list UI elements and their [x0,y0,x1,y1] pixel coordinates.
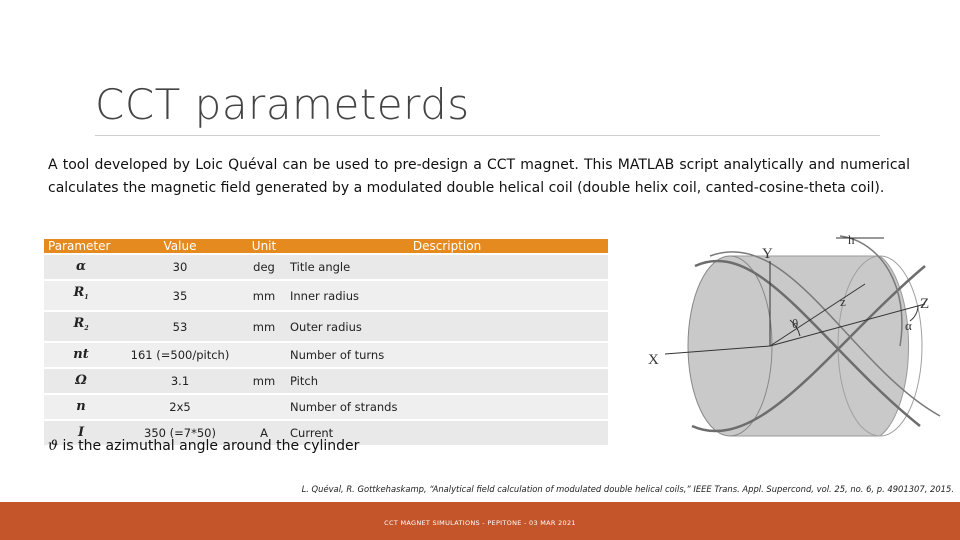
theta-symbol: ϑ [48,438,59,454]
header-value: Value [118,239,242,253]
symbol-text: I [77,425,85,440]
cct-coil-diagram [640,226,950,446]
parameter-value: 30 [118,255,242,279]
parameter-symbol [44,281,118,310]
parameter-unit: deg [242,255,286,279]
parameter-unit [242,395,286,419]
table-row [44,369,608,393]
parameter-unit: mm [242,369,286,393]
slide-title: CCT parameterds [95,80,470,129]
parameter-value: 53 [118,312,242,341]
label-z-axis: Z [920,296,930,312]
cylinder-front-face [688,256,772,436]
symbol-text: n [76,399,86,414]
parameter-value: 35 [118,281,242,310]
symbol-text: nt [73,347,89,362]
label-y: Y [762,246,773,262]
parameter-description: Inner radius [286,281,608,310]
parameter-symbol [44,312,118,341]
symbol-subscript: 1 [84,294,89,301]
footer-text: CCT MAGNET SIMULATIONS - PEPITONE - 03 MAR 2021 [384,519,576,527]
symbol-subscript: 2 [84,325,89,332]
parameter-description: Number of strands [286,395,608,419]
parameter-value: 350 (=7*50) [118,421,242,445]
table-row [44,281,608,310]
intro-paragraph: A tool developed by Loic Quéval can be used to pre-design a CCT magnet. This MATLAB script analytically and numerical calculates the magnetic field generated by a modulated double helical coil (double helix coil, canted-cosine-theta coil). [48,157,910,196]
parameter-description: Number of turns [286,343,608,367]
parameter-symbol [44,369,118,393]
label-alpha: α [905,318,912,333]
reference-citation: L. Quéval, R. Gottkehaskamp, “Analytical field calculation of modulated double helical coils,” IEEE Trans. Appl. Supercond, vol. 25, no. 6, p. 4901307, 2015. [301,484,954,494]
header-unit: Unit [242,239,286,253]
table-header-row [44,239,608,253]
table-row [44,312,608,341]
cct-coil-figure [640,226,950,446]
theta-note [48,438,359,454]
symbol-text: α [75,259,86,274]
symbol-text: R [73,316,85,331]
parameter-value: 161 (=500/pitch) [118,343,242,367]
parameter-symbol [44,395,118,419]
parameter-unit: A [242,421,286,445]
parameter-unit: mm [242,312,286,341]
symbol-text: Ω [75,373,87,388]
parameter-unit: mm [242,281,286,310]
parameter-value: 2x5 [118,395,242,419]
header-parameter: Parameter [44,239,118,253]
table-row [44,395,608,419]
title-divider [95,135,880,136]
parameter-symbol [44,255,118,279]
parameter-symbol [44,343,118,367]
parameter-description: Outer radius [286,312,608,341]
parameter-description: Title angle [286,255,608,279]
header-description: Description [286,239,608,253]
parameter-unit [242,343,286,367]
theta-note-text: is the azimuthal angle around the cylinder [58,438,360,454]
label-z: z [840,294,846,309]
table-row [44,343,608,367]
label-h: h [848,232,855,247]
parameters-table [44,237,608,447]
parameter-description: Pitch [286,369,608,393]
label-theta: θ [792,316,799,331]
parameter-value: 3.1 [118,369,242,393]
parameter-description: Current [286,421,608,445]
label-x: X [648,352,659,368]
symbol-text: R [73,285,85,300]
table-row [44,255,608,279]
footer-bar [0,502,960,540]
